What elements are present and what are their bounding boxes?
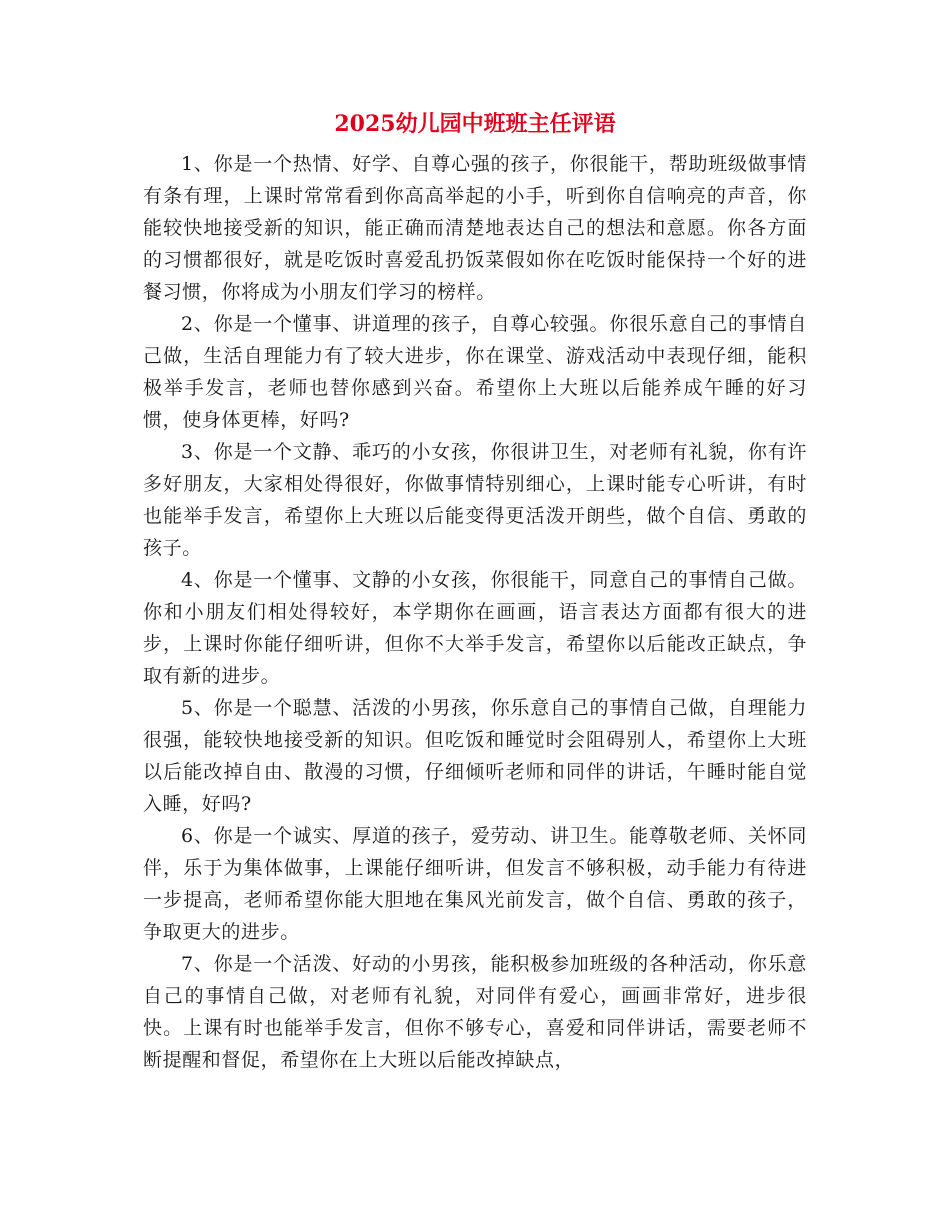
comment-paragraph-4: 4、你是一个懂事、文静的小女孩，你很能干，同意自己的事情自己做。你和小朋友们相处得较好，本学期你在画画，语言表达方面都有很大的进步，上课时你能仔细听讲，但你不大举手发言，希望你以后能改正缺点，争取有新的进步。 [143,569,807,687]
comment-paragraph-7: 7、你是一个活泼、好动的小男孩，能积极参加班级的各种活动，你乐意自己的事情自己做，对老师有礼貌，对同伴有爱心，画画非常好，进步很快。上课有时也能举手发言，但你不够专心，喜爱和同伴讲话，需要老师不断提醒和督促，希望你在上大班以后能改掉缺点， [143,953,807,1071]
comment-paragraph-3: 3、你是一个文静、乖巧的小女孩，你很讲卫生，对老师有礼貌，你有许多好朋友，大家相处得很好，你做事情特别细心，上课时能专心听讲，有时也能举手发言，希望你上大班以后能变得更活泼开朗些，做个自信、勇敢的孩子。 [143,441,807,559]
document-page [143,108,807,1076]
document-title: 2025幼儿园中班班主任评语 [334,111,616,137]
comment-paragraph-6: 6、你是一个诚实、厚道的孩子，爱劳动、讲卫生。能尊敬老师、关怀同伴，乐于为集体做事，上课能仔细听讲，但发言不够积极，动手能力有待进一步提高，老师希望你能大胆地在集风光前发言，做个自信、勇敢的孩子，争取更大的进步。 [143,825,807,943]
comment-paragraph-1: 1、你是一个热情、好学、自尊心强的孩子，你很能干，帮助班级做事情有条有理，上课时常常看到你高高举起的小手，听到你自信响亮的声音，你能较快地接受新的知识，能正确而清楚地表达自己的想法和意愿。你各方面的习惯都很好，就是吃饭时喜爱乱扔饭菜假如你在吃饭时能保持一个好的进餐习惯，你将成为小朋友们学习的榜样。 [143,153,807,303]
comment-paragraph-2: 2、你是一个懂事、讲道理的孩子，自尊心较强。你很乐意自己的事情自己做，生活自理能力有了较大进步，你在课堂、游戏活动中表现仔细，能积极举手发言，老师也替你感到兴奋。希望你上大班以后能养成午睡的好习惯，使身体更棒，好吗? [143,313,807,431]
comment-paragraph-5: 5、你是一个聪慧、活泼的小男孩，你乐意自己的事情自己做，自理能力很强，能较快地接受新的知识。但吃饭和睡觉时会阻碍别人，希望你上大班以后能改掉自由、散漫的习惯，仔细倾听老师和同伴的讲话，午睡时能自觉入睡，好吗? [143,697,807,815]
